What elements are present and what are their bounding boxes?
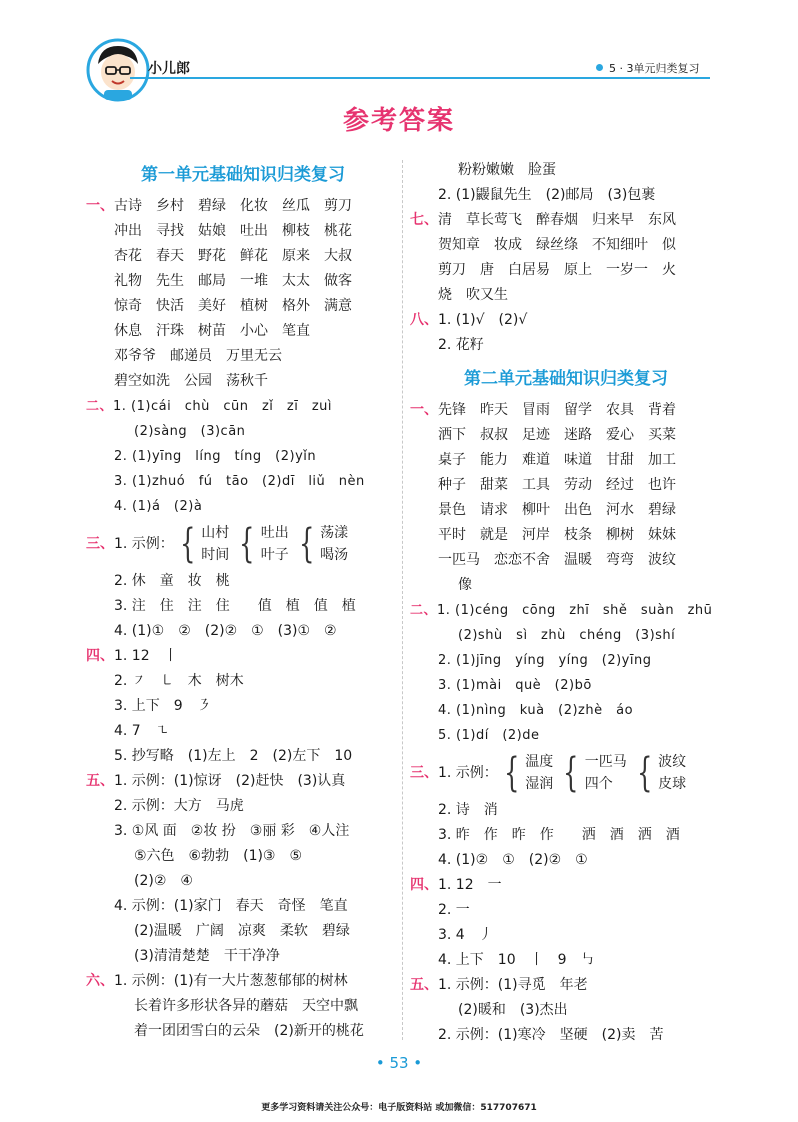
answer-line: 烧 吹又生 — [438, 287, 508, 303]
question-tag: 一、 — [86, 198, 114, 214]
answer-line: 惊奇 快活 美好 植树 格外 满意 — [114, 298, 352, 314]
unit1-q3 — [86, 519, 400, 644]
answer-line: 5. 抄写略 (1)左上 2 (2)左下 10 — [114, 748, 353, 764]
answer-line — [410, 873, 722, 898]
series-text: 5 · 3单元归类复习 — [609, 62, 700, 75]
brace-group — [557, 751, 626, 795]
answer-line: 2. 诗 消 — [438, 802, 498, 818]
answer-line: 3. (1)zhuó fú tāo (2)dī liǔ nèn — [114, 474, 365, 489]
answer-line: 4. 示例：(1)家门 春天 奇怪 笔直 — [114, 898, 348, 914]
answer-line: 平时 就是 河岸 枝条 柳树 妹妹 — [438, 527, 676, 543]
answer-line — [86, 194, 400, 219]
boy-mascot-icon — [86, 38, 150, 102]
brace-group — [174, 522, 229, 566]
answer-text: 清 草长莺飞 醉春烟 归来早 东风 — [438, 212, 676, 228]
answer-line: 4. (1)á (2)à — [114, 499, 203, 514]
answer-line: (2)shù sì zhù chéng (3)shí — [458, 628, 676, 643]
unit1-q7 — [410, 208, 722, 308]
answer-line: 一匹马 恋恋不舍 温暖 弯弯 波纹 — [438, 552, 676, 568]
question-tag: 二、 — [86, 399, 114, 414]
page-title: 参考答案 — [342, 106, 455, 136]
series-label — [596, 60, 700, 76]
unit1-title: 第一单元基础知识归类复习 — [141, 165, 345, 185]
answer-line: 2. 休 童 妆 桃 — [114, 573, 230, 589]
answer-line: 4. 上下 10 丨 9 ㇉ — [438, 952, 595, 968]
answer-line: 2. 示例：(1)寒冷 坚硬 (2)卖 苦 — [438, 1027, 664, 1043]
answer-line: 5. (1)dí (2)de — [438, 728, 540, 743]
left-column — [86, 158, 400, 1044]
brace-icon: { — [503, 750, 520, 796]
brace-icon: { — [239, 521, 255, 567]
answer-line: 冲出 寻找 姑娘 吐出 柳枝 桃花 — [114, 223, 352, 239]
unit1-q5 — [86, 769, 400, 969]
answer-line: ⑤六色 ⑥勃勃 (1)③ ⑤ — [134, 848, 303, 864]
answer-line: (2)sàng (3)cān — [134, 424, 246, 439]
answer-line: 3. 昨 作 昨 作 洒 酒 洒 酒 — [438, 827, 680, 843]
answer-text: 1. 示例：(1)寻觅 年老 — [438, 977, 588, 993]
brand-name: 小儿郎 — [148, 61, 190, 77]
brace-item: 山村 — [201, 525, 230, 541]
unit2-q3 — [410, 748, 722, 873]
answer-line: (2)温暖 广阔 凉爽 柔软 碧绿 — [134, 923, 350, 939]
answer-line — [410, 208, 722, 233]
answer-line — [410, 308, 722, 333]
answer-text: 1. (1)céng cōng zhī shě suàn zhū — [437, 603, 713, 618]
answer-line: 种子 甜菜 工具 劳动 经过 也许 — [438, 477, 676, 493]
question-tag: 八、 — [410, 312, 438, 328]
answer-line: 3. 4 丿 — [438, 927, 493, 943]
answer-text: 1. 12 丨 — [114, 648, 178, 664]
brace-group — [233, 522, 288, 566]
answer-line: 4. (1)① ② (2)② ① (3)① ② — [114, 623, 337, 639]
question-tag: 四、 — [86, 648, 114, 664]
answer-line — [410, 973, 722, 998]
unit2-title: 第二单元基础知识归类复习 — [464, 369, 668, 389]
brace-icon: { — [563, 750, 579, 796]
brace-item: 皮球 — [658, 776, 687, 792]
page-header — [0, 0, 798, 100]
answer-line: 2. 示例：大方 马虎 — [114, 798, 244, 814]
answer-line: 贺知章 妆成 绿丝绦 不知细叶 似 — [438, 237, 676, 253]
answer-text: 1. 示例：(1)惊讶 (2)赶快 (3)认真 — [114, 773, 346, 789]
answer-line — [86, 394, 400, 419]
answer-line: 景色 请求 柳叶 出色 河水 碧绿 — [438, 502, 676, 518]
brace-answer-row — [410, 748, 722, 798]
unit1-q6 — [86, 969, 400, 1044]
brace-item: 时间 — [201, 547, 230, 563]
brace-icon: { — [298, 521, 315, 567]
answer-line: 杏花 春天 野花 鲜花 原来 大叔 — [114, 248, 352, 264]
header-rule — [130, 77, 710, 79]
answer-line: 3. ①风 面 ②妆 扮 ③丽 彩 ④人注 — [114, 823, 350, 839]
answer-line: (2)暖和 (3)杰出 — [458, 1002, 568, 1018]
answer-line: 剪刀 唐 白居易 原上 一岁一 火 — [438, 262, 676, 278]
answer-line: 像 — [458, 577, 472, 593]
answer-line: (3)清清楚楚 干干净净 — [134, 948, 280, 964]
answer-line: 4. 7 ㇍ — [114, 723, 169, 739]
unit2-q2 — [410, 598, 722, 748]
brace-item: 喝汤 — [320, 547, 349, 563]
question-tag: 二、 — [410, 603, 438, 618]
question-tag: 六、 — [86, 973, 114, 989]
question-tag: 三、 — [86, 535, 114, 552]
answer-line: 粉粉嫩嫩 脸蛋 — [458, 162, 556, 178]
answer-line: 休息 汗珠 树苗 小心 笔直 — [114, 323, 310, 339]
answer-line: 3. (1)mài què (2)bō — [438, 678, 592, 693]
brace-icon: { — [636, 750, 653, 796]
answer-line: 2. (1)鼹鼠先生 (2)邮局 (3)包裹 — [438, 187, 656, 203]
answer-text: 1. 示例：(1)有一大片葱葱郁郁的树林 — [114, 973, 348, 989]
unit1-q8 — [410, 308, 722, 358]
question-tag: 五、 — [86, 773, 114, 789]
answer-line: 2. 花籽 — [438, 337, 484, 353]
answer-line — [86, 644, 400, 669]
answer-line: 洒下 叔叔 足迹 迷路 爱心 买菜 — [438, 427, 676, 443]
answer-line — [410, 398, 722, 423]
brace-item: 叶子 — [260, 547, 289, 563]
answer-line: 2. ㇇ ㇄ 木 树木 — [114, 673, 244, 689]
column-divider — [402, 160, 403, 1040]
answer-line: 3. 上下 9 ㇋ — [114, 698, 211, 714]
answer-text: 古诗 乡村 碧绿 化妆 丝瓜 剪刀 — [114, 198, 352, 214]
answer-line: 长着许多形状各异的蘑菇 天空中飘 — [134, 998, 358, 1014]
page-number: • 53 • — [375, 1054, 423, 1072]
unit1-q2 — [86, 394, 400, 519]
brace-group — [631, 751, 686, 795]
answer-line: 碧空如洗 公园 荡秋千 — [114, 373, 268, 389]
answer-line: 2. 一 — [438, 902, 470, 918]
answer-line: 桌子 能力 难道 味道 甘甜 加工 — [438, 452, 676, 468]
answer-prefix: 1. 示例： — [438, 764, 498, 781]
answer-text: 先锋 昨天 冒雨 留学 农具 背着 — [438, 402, 676, 418]
unit1-q4 — [86, 644, 400, 769]
answer-line: 4. (1)② ① (2)② ① — [438, 852, 588, 868]
brace-item: 一匹马 — [584, 754, 627, 770]
answer-line: 3. 注 住 注 住 值 植 值 植 — [114, 598, 356, 614]
answer-line — [86, 769, 400, 794]
answer-line: 邓爷爷 邮递员 万里无云 — [114, 348, 282, 364]
answer-prefix: 1. 示例： — [114, 535, 174, 552]
question-tag: 七、 — [410, 212, 438, 228]
brace-item: 温度 — [525, 754, 554, 770]
unit1-q6-cont — [410, 158, 722, 208]
brace-group — [293, 522, 348, 566]
answer-line: 2. (1)yīng líng tíng (2)yǐn — [114, 449, 317, 464]
brace-group — [498, 751, 553, 795]
brace-item: 湿润 — [525, 776, 554, 792]
question-tag: 五、 — [410, 977, 438, 993]
unit2-q1 — [410, 398, 722, 598]
answer-line: 4. (1)nìng kuà (2)zhè áo — [438, 703, 634, 718]
footer-note: 更多学习资料请关注公众号：电子版资料站 或加微信：517707671 — [261, 1103, 537, 1113]
answer-text: 1. (1)cái chù cūn zǐ zī zuì — [113, 399, 332, 414]
brace-answer-row — [86, 519, 400, 569]
brace-item: 四个 — [584, 776, 613, 792]
brace-item: 荡漾 — [320, 525, 349, 541]
unit1-q1 — [86, 194, 400, 394]
answer-line — [86, 969, 400, 994]
bullet-dot-icon — [596, 64, 603, 71]
brace-item: 波纹 — [658, 754, 687, 770]
unit2-q5 — [410, 973, 722, 1048]
brace-item: 吐出 — [260, 525, 289, 541]
answer-text: 1. (1)√ (2)√ — [438, 312, 528, 328]
answer-line: 着一团团雪白的云朵 (2)新开的桃花 — [134, 1023, 364, 1039]
question-tag: 三、 — [410, 764, 438, 781]
answer-line: 2. (1)jīng yíng yíng (2)yīng — [438, 653, 652, 668]
unit2-q4 — [410, 873, 722, 973]
answer-line: 礼物 先生 邮局 一堆 太太 做客 — [114, 273, 352, 289]
question-tag: 一、 — [410, 402, 438, 418]
answer-line: (2)② ④ — [134, 873, 193, 889]
right-column — [410, 158, 722, 1048]
answer-line — [410, 598, 722, 623]
question-tag: 四、 — [410, 877, 438, 893]
brace-icon: { — [179, 521, 196, 567]
answer-text: 1. 12 一 — [438, 877, 502, 893]
